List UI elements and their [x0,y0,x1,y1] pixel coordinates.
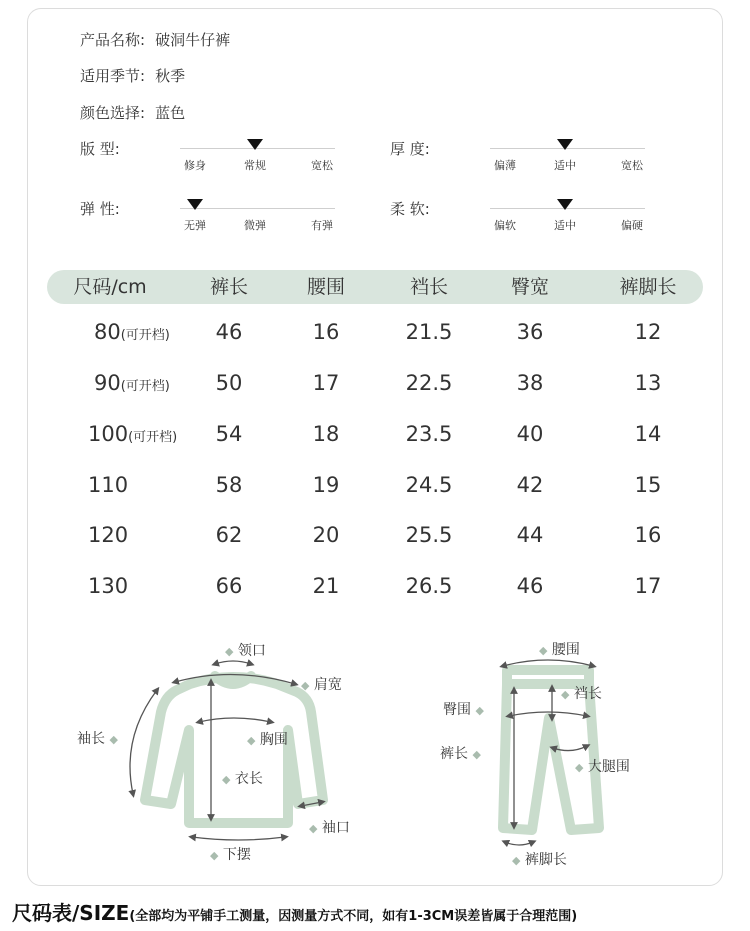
season-row [80,65,185,86]
scale-marker-icon [557,139,573,150]
table-cell: 42 [516,473,544,497]
scale-tick: 适中 [554,159,576,172]
table-cell: 17 [634,574,662,598]
table-cell: 18 [312,422,340,446]
diamond-icon: ◆ [512,854,521,867]
label-shoulder: ◆ 肩宽 [301,677,342,693]
table-cell: 17 [312,371,340,395]
table-cell: 22.5 [405,371,453,395]
footer-title: 尺码表/SIZE [12,901,130,925]
label-thigh: ◆ 大腿围 [575,759,630,775]
size-cell: 100(可开档) [88,422,178,446]
header-pants-length: 裤长 [209,276,249,298]
table-cell: 16 [634,523,662,547]
scale-tick: 偏薄 [494,159,516,172]
scale-marker-icon [247,139,263,150]
table-cell: 16 [312,320,340,344]
color-row [80,102,185,123]
collar-arrow [215,661,251,664]
season-value: 秋季 [155,67,186,85]
label-pants-length: 裤长 ◆ [440,746,481,762]
softness-label: 柔 软: [390,200,430,218]
product-name-label: 产品名称: [80,31,146,49]
table-cell: 14 [634,422,662,446]
color-value: 蓝色 [155,104,186,122]
product-name-value: 破洞牛仔裤 [155,31,231,49]
scale-tick: 偏软 [494,219,516,232]
table-cell: 36 [516,320,544,344]
table-cell: 46 [516,574,544,598]
diamond-icon: ◆ [301,679,310,692]
table-cell: 26.5 [405,574,453,598]
diamond-icon: ◆ [222,773,231,786]
size-cell: 120 [88,523,129,547]
measurement-diagram [47,618,703,880]
softness-scale [490,199,645,239]
size-cell: 130 [88,574,129,598]
scale-marker-icon [557,199,573,210]
header-size: 尺码/cm [73,276,147,298]
table-cell: 66 [215,574,243,598]
table-cell: 20 [312,523,340,547]
scale-line [180,208,335,209]
scale-tick: 适中 [554,219,576,232]
table-cell: 54 [215,422,243,446]
header-rise: 裆长 [409,276,449,298]
fit-scale [180,139,335,179]
color-label: 颜色选择: [80,104,146,122]
size-cell: 80(可开档) [94,320,170,344]
diamond-icon: ◆ [309,822,318,835]
diamond-icon: ◆ [225,645,234,658]
scale-tick: 常规 [244,159,266,172]
table-cell: 15 [634,473,662,497]
chest-arrow [199,718,271,722]
label-rise: ◆ 裆长 [561,686,602,702]
header-waist: 腰围 [306,276,346,298]
label-hip: 臀围 ◆ [443,702,484,718]
table-cell: 40 [516,422,544,446]
diamond-icon: ◆ [247,734,256,747]
label-leg-opening: ◆ 裤脚长 [512,852,567,868]
scale-tick: 偏硬 [621,219,643,232]
thickness-label: 厚 度: [390,140,430,158]
scale-tick: 微弹 [244,219,266,232]
label-length: ◆ 衣长 [222,771,263,787]
label-collar: ◆ 领口 [225,643,266,659]
fit-label: 版 型: [80,140,120,158]
label-chest: ◆ 胸围 [247,732,288,748]
table-cell: 12 [634,320,662,344]
table-cell: 13 [634,371,662,395]
diamond-icon: ◆ [561,688,570,701]
size-cell: 110 [88,473,129,497]
jacket-outline [145,676,323,823]
table-cell: 23.5 [405,422,453,446]
table-cell: 46 [215,320,243,344]
diamond-icon: ◆ [109,733,118,746]
diamond-icon: ◆ [575,761,584,774]
table-cell: 24.5 [405,473,453,497]
elasticity-label: 弹 性: [80,200,120,218]
footer-disclaimer: (全部均为平铺手工测量，因测量方式不同，如有1-3CM误差皆属于合理范围) [129,909,578,924]
size-table-header [47,270,703,304]
table-cell: 58 [215,473,243,497]
table-cell: 44 [516,523,544,547]
label-sleeve: 袖长 ◆ [77,731,118,747]
table-cell: 25.5 [405,523,453,547]
diamond-icon: ◆ [472,748,481,761]
diamond-icon: ◆ [210,849,219,862]
leg-opening-arrow [505,842,533,845]
table-cell: 62 [215,523,243,547]
scale-marker-icon [187,199,203,210]
hem-arrow [192,837,285,840]
elasticity-scale [180,199,335,239]
season-label: 适用季节: [80,67,146,85]
scale-tick: 无弹 [184,219,206,232]
header-hip: 臀宽 [510,276,550,298]
table-cell: 21 [312,574,340,598]
table-cell: 19 [312,473,340,497]
header-leg-opening: 裤脚长 [619,276,677,298]
table-cell: 38 [516,371,544,395]
label-hem: ◆ 下摆 [210,847,251,863]
label-cuff: ◆ 袖口 [309,820,350,836]
scale-tick: 宽松 [311,159,333,172]
scale-tick: 有弹 [311,219,333,232]
scale-tick: 修身 [184,159,206,172]
product-name-row [80,29,230,50]
thickness-scale [490,139,645,179]
table-cell: 50 [215,371,243,395]
footer-note [12,897,577,926]
label-waist: ◆ 腰围 [539,642,580,658]
scale-tick: 宽松 [621,159,643,172]
table-cell: 21.5 [405,320,453,344]
diamond-icon: ◆ [475,704,484,717]
garment-illustration [47,618,703,880]
diamond-icon: ◆ [539,644,548,657]
size-cell: 90(可开档) [94,371,170,395]
